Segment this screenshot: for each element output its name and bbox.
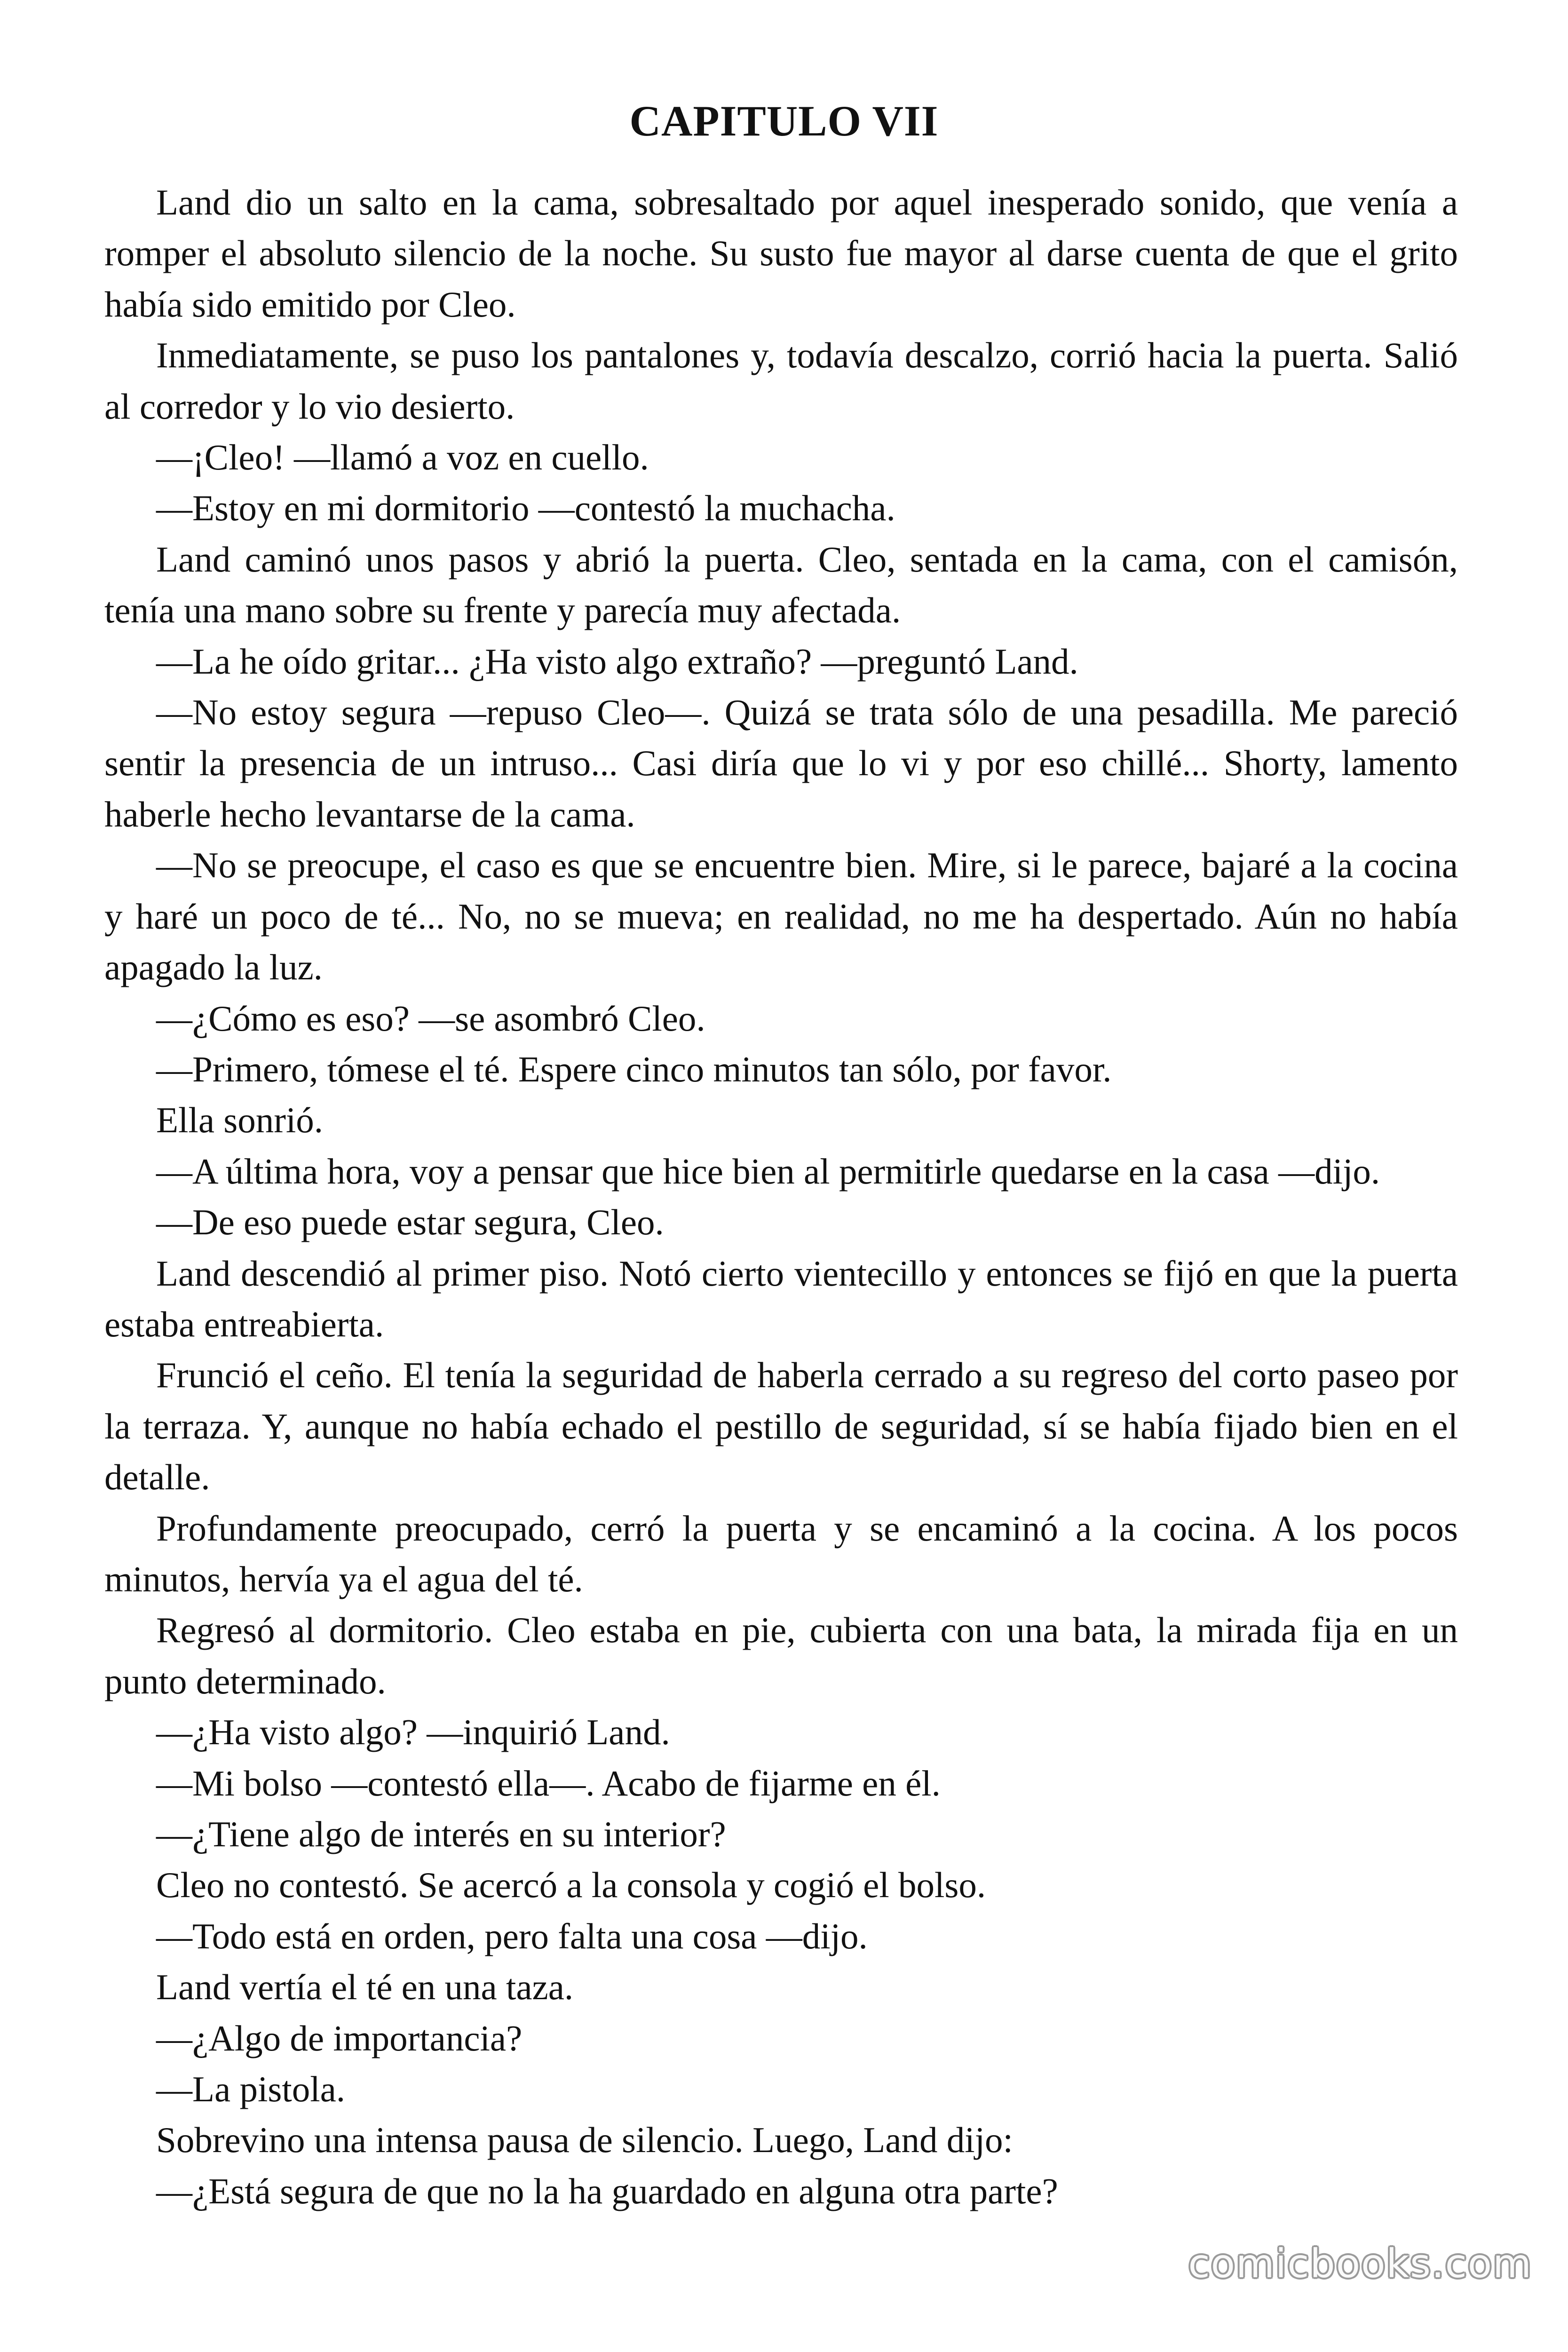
- paragraph: Profundamente preocupado, cerró la puerta y se encaminó a la cocina. A los pocos minutos, hervía ya el agua del té.: [104, 1508, 1458, 1599]
- paragraph: —De eso puede estar segura, Cleo.: [156, 1202, 664, 1243]
- chapter-body: [104, 177, 1458, 2217]
- watermark: comicbooks.com: [1188, 2241, 1532, 2287]
- paragraph: —¿Ha visto algo? —inquirió Land.: [156, 1712, 670, 1753]
- paragraph: Ella sonrió.: [156, 1100, 323, 1141]
- paragraph: —Estoy en mi dormitorio —contestó la muchacha.: [156, 488, 895, 529]
- chapter-title: CAPITULO VII: [629, 96, 939, 145]
- paragraph: —Primero, tómese el té. Espere cinco minutos tan sólo, por favor.: [156, 1049, 1112, 1089]
- paragraph: Frunció el ceño. El tenía la seguridad de haberla cerrado a su regreso del corto paseo por la terraza. Y, aunque no había echado el pestillo de seguridad, sí se había fijado bien en el detalle.: [104, 1355, 1458, 1498]
- paragraph: Land dio un salto en la cama, sobresaltado por aquel inesperado sonido, que venía a romper el absoluto silencio de la noche. Su susto fue mayor al darse cuenta de que el grito había sido emitido por Cleo.: [104, 182, 1458, 325]
- paragraph: —A última hora, voy a pensar que hice bien al permitirle quedarse en la casa —dijo.: [156, 1151, 1380, 1192]
- paragraph: Land vertía el té en una taza.: [156, 1967, 574, 2008]
- paragraph: —No se preocupe, el caso es que se encuentre bien. Mire, si le parece, bajaré a la cocina y haré un poco de té... No, no se mueva; en realidad, no me ha despertado. Aún no había apagado la luz.: [104, 845, 1458, 988]
- paragraph: Inmediatamente, se puso los pantalones y, todavía descalzo, corrió hacia la puerta. Salió al corredor y lo vio desierto.: [104, 335, 1458, 427]
- paragraph: —Todo está en orden, pero falta una cosa —dijo.: [156, 1915, 868, 1956]
- paragraph: —¡Cleo! —llamó a voz en cuello.: [156, 437, 649, 478]
- paragraph: —La he oído gritar... ¿Ha visto algo extraño? —preguntó Land.: [156, 641, 1078, 682]
- paragraph: Regresó al dormitorio. Cleo estaba en pie, cubierta con una bata, la mirada fija en un punto determinado.: [104, 1610, 1458, 1701]
- paragraph: —¿Algo de importancia?: [156, 2018, 523, 2058]
- paragraph: Land descendió al primer piso. Notó cierto vientecillo y entonces se fijó en que la puerta estaba entreabierta.: [104, 1253, 1458, 1344]
- paragraph: —Mi bolso —contestó ella—. Acabo de fijarme en él.: [156, 1763, 941, 1804]
- paragraph: Sobrevino una intensa pausa de silencio. Luego, Land dijo:: [156, 2120, 1013, 2161]
- paragraph: Cleo no contestó. Se acercó a la consola y cogió el bolso.: [156, 1865, 986, 1906]
- paragraph: —No estoy segura —repuso Cleo—. Quizá se trata sólo de una pesadilla. Me pareció sentir la presencia de un intruso... Casi diría que lo vi y por eso chillé... Shorty, lamento haberle hecho levantarse de la cama.: [104, 692, 1458, 834]
- paragraph: —¿Está segura de que no la ha guardado en alguna otra parte?: [156, 2170, 1058, 2211]
- paragraph: Land caminó unos pasos y abrió la puerta. Cleo, sentada en la cama, con el camisón, tenía una mano sobre su frente y parecía muy afectada.: [104, 539, 1458, 631]
- paragraph: —¿Tiene algo de interés en su interior?: [156, 1814, 726, 1854]
- paragraph: —La pistola.: [156, 2069, 346, 2110]
- paragraph: —¿Cómo es eso? —se asombró Cleo.: [156, 998, 705, 1039]
